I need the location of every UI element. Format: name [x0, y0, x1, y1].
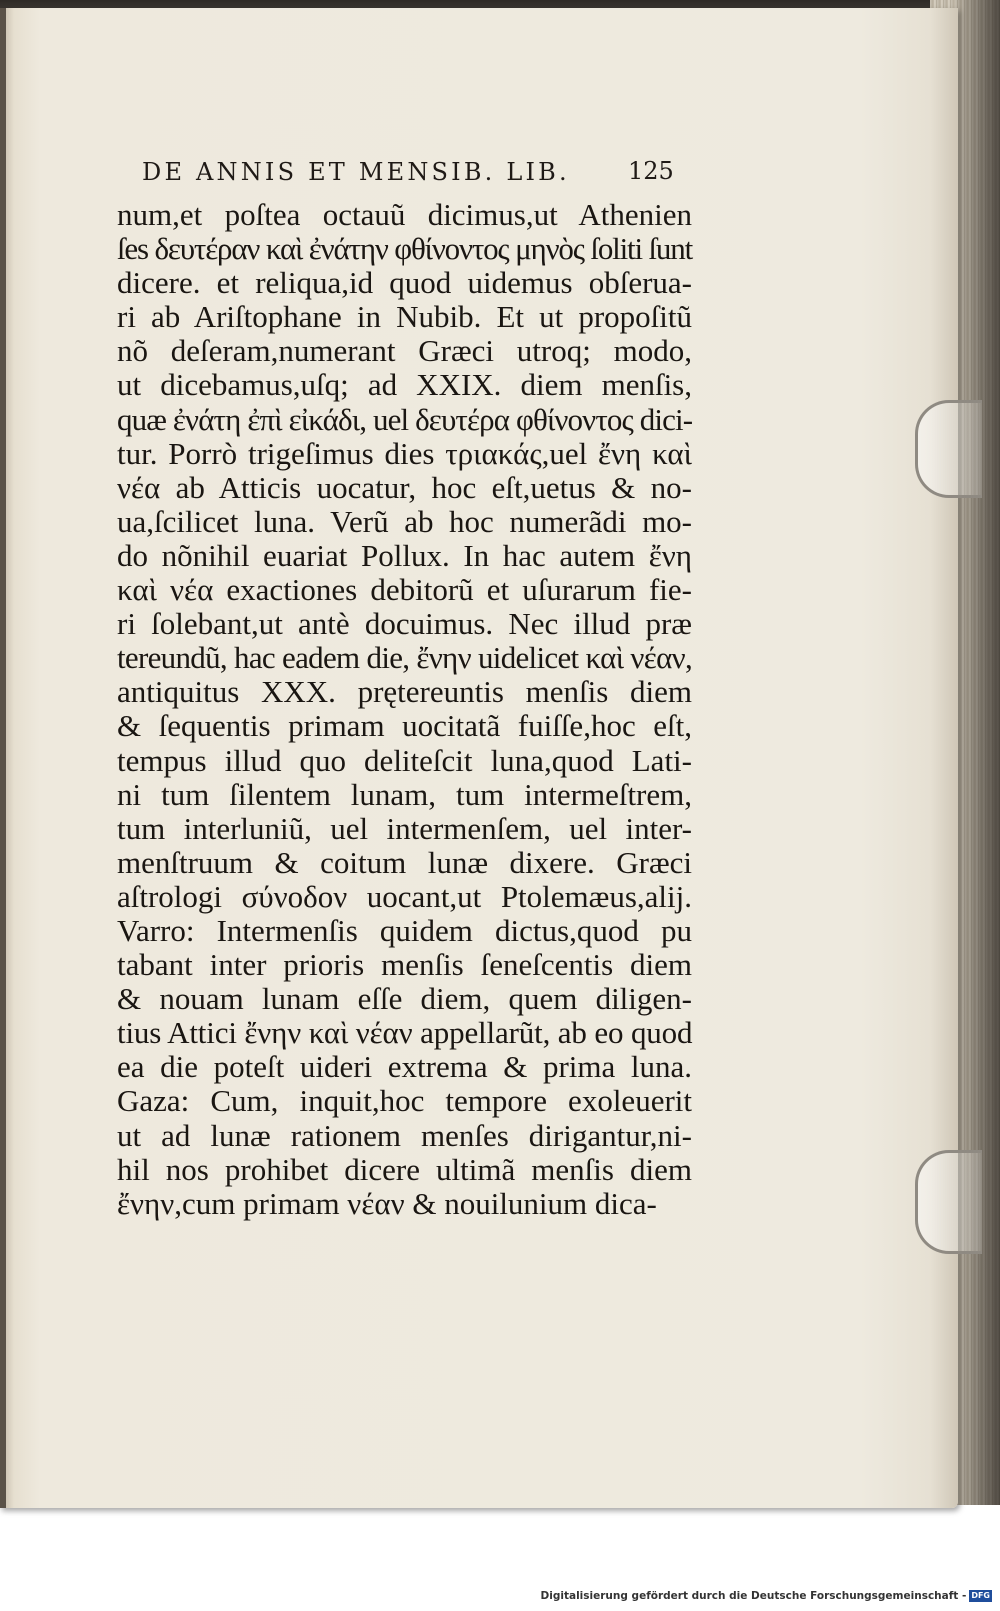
text-line: menſtruum & coitum lunæ dixere. Græci [117, 844, 692, 880]
text-line: aſtrologi σύνοδον uocant,ut Ptolemæus,alij. [117, 878, 692, 914]
text-line: tereundũ, hac eadem die, ἔνην uidelicet καὶ νέαν, [117, 640, 692, 676]
text-line: num,et poſtea octauũ dicimus,ut Athenien [117, 197, 692, 232]
text-line: quæ ἐνάτη ἐπὶ εἰκάδι, uel δευτέρα φθίνοντος dici- [117, 401, 693, 437]
text-line: tur. Porrò trigeſimus dies τριακάς,uel ἔνη καὶ [117, 435, 692, 471]
text-line: & nouam lunam eſſe diem, quem diligen- [117, 981, 692, 1017]
digitization-credit [541, 1590, 992, 1602]
text-line: tius Attici ἔνην καὶ νέαν appellarũt, ab eo quod [117, 1015, 693, 1051]
text-line: antiquitus XXX. prętereuntis menſis diem [117, 674, 692, 710]
body-text [117, 198, 692, 1221]
text-line: ea die poteſt uideri extrema & prima luna. [117, 1049, 692, 1085]
text-line: ri ab Ariſtophane in Nubib. Et ut propoſitũ [117, 299, 692, 335]
binding-gutter [0, 8, 6, 1508]
page-stack-shadow [955, 0, 1000, 1505]
text-line: νέα ab Atticis uocatur, hoc eſt,uetus & no- [117, 469, 692, 505]
text-line: ἔνην,cum primam νέαν & nouilunium dica- [117, 1185, 657, 1221]
text-line: ri ſolebant,ut antè docuimus. Nec illud præ [117, 606, 692, 642]
text-line: do nõnihil euariat Pollux. In hac autem ἔνη [117, 537, 692, 573]
text-line: Gaza: Cum, inquit,hoc tempore exoleuerit [117, 1083, 692, 1119]
text-line: tabant inter prioris menſis ſeneſcentis diem [117, 947, 692, 983]
running-head-title: DE ANNIS ET MENSIB. LIB. [142, 158, 570, 186]
text-line: & ſequentis primam uocitatã fuiſſe,hoc eſt, [117, 708, 692, 744]
page-clip-top [915, 400, 982, 498]
text-line: καὶ νέα exactiones debitorũ et uſurarum fie- [117, 572, 692, 608]
credit-text: Digitalisierung gefördert durch die Deutsche Forschungsgemeinschaft - [540, 1590, 967, 1602]
page-clip-bottom [915, 1150, 982, 1254]
text-line: ut dicebamus,uſq; ad XXIX. diem menſis, [117, 367, 692, 403]
text-line: tum interluniũ, uel intermenſem, uel inter- [117, 810, 692, 846]
text-line: tempus illud quo deliteſcit luna,quod Lati- [117, 742, 692, 778]
text-line: Varro: Intermenſis quidem dictus,quod pu [117, 912, 692, 948]
text-line: ſes δευτέραν καὶ ἐνάτην φθίνοντος μηνὸς ſoliti ſunt [117, 231, 693, 267]
text-line: dicere. et reliqua,id quod uidemus obſerua- [117, 265, 692, 301]
text-line: hil nos prohibet dicere ultimã menſis diem [117, 1151, 692, 1187]
text-line: ua,ſcilicet luna. Verũ ab hoc numerãdi mo- [117, 503, 692, 539]
text-line: nõ deſeram,numerant Græci utroq; modo, [117, 333, 692, 369]
dfg-logo-icon[interactable]: DFG [971, 1591, 990, 1600]
text-line: ni tum ſilentem lunam, tum intermeſtrem, [117, 776, 692, 812]
text-line: ut ad lunæ rationem menſes dirigantur,ni- [117, 1117, 692, 1153]
page-number: 125 [628, 157, 674, 185]
